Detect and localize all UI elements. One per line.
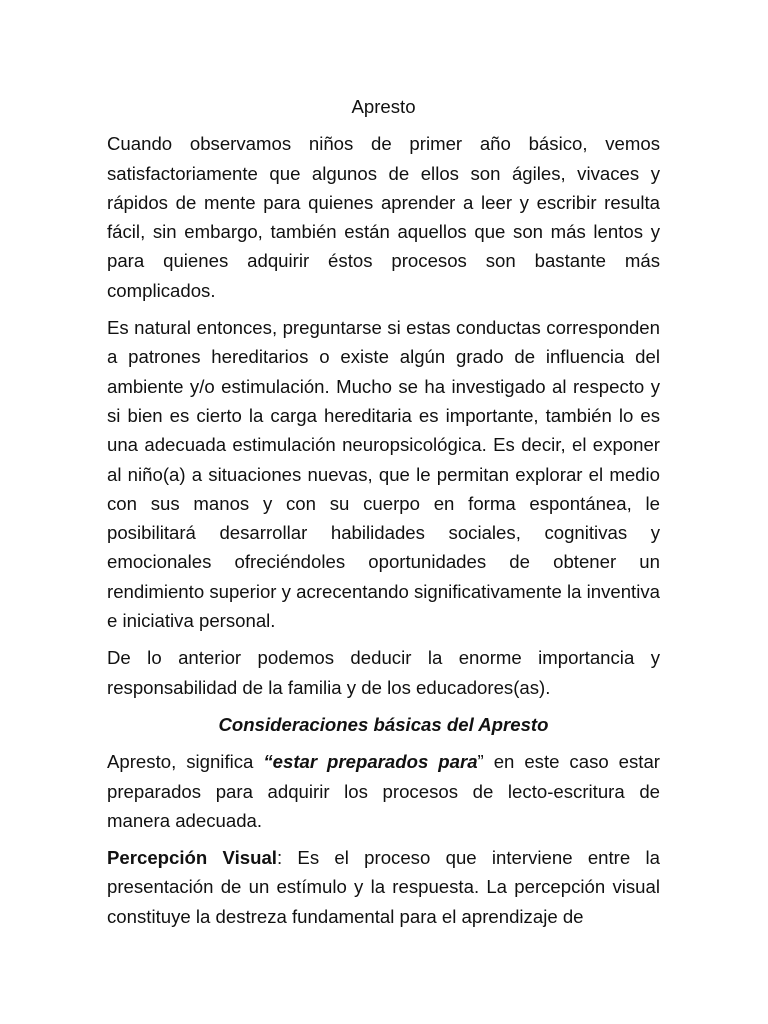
visual-perception-term: Percepción Visual [107,847,277,869]
section-subtitle: Consideraciones básicas del Apresto [218,713,549,735]
paragraph-intro: Cuando observamos niños de primer año básico, vemos satisfactoriamente que algunos de ellos son ágiles, vivaces y rápidos de mente para quienes aprender a leer y escribir resulta fácil, sin embargo, también están aquellos que son más lentos y para quienes adquirir éstos procesos son bastante más complicados. [107,133,660,301]
document-title: Apresto [351,96,416,117]
apresto-emphasis: “estar preparados para [263,751,478,773]
paragraph-visual-perception [107,843,660,931]
paragraph-responsibility: De lo anterior podemos deducir la enorme importancia y responsabilidad de la familia y de los educadores(as). [107,647,660,698]
paragraph-apresto-definition [107,747,660,835]
document-body [107,92,660,931]
paragraph-heredity: Es natural entonces, preguntarse si estas conductas corresponden a patrones hereditarios o existe algún grado de influencia del ambiente y/o estimulación. Mucho se ha investigado al respecto y si bien es cierto la carga hereditaria es importante, también lo es una adecuada estimulación neuropsicológica. Es decir, el exponer al niño(a) a situaciones nuevas, que le permitan explorar el medio con sus manos y con su cuerpo en forma espontánea, le posibilitará desarrollar habilidades sociales, cognitivas y emocionales ofreciéndoles oportunidades de obtener un rendimiento superior y acrecentando significativamente la inventiva e iniciativa personal. [107,317,660,632]
apresto-text-before: Apresto, significa [107,751,264,773]
apresto-text-after: ” en este caso estar preparados para adquirir los procesos de lecto-escritura de manera adecuada. [107,751,660,831]
visual-perception-text: : Es el proceso que interviene entre la presentación de un estímulo y la respuesta. La percepción visual constituye la destreza fundamental para el aprendizaje de [107,847,660,927]
